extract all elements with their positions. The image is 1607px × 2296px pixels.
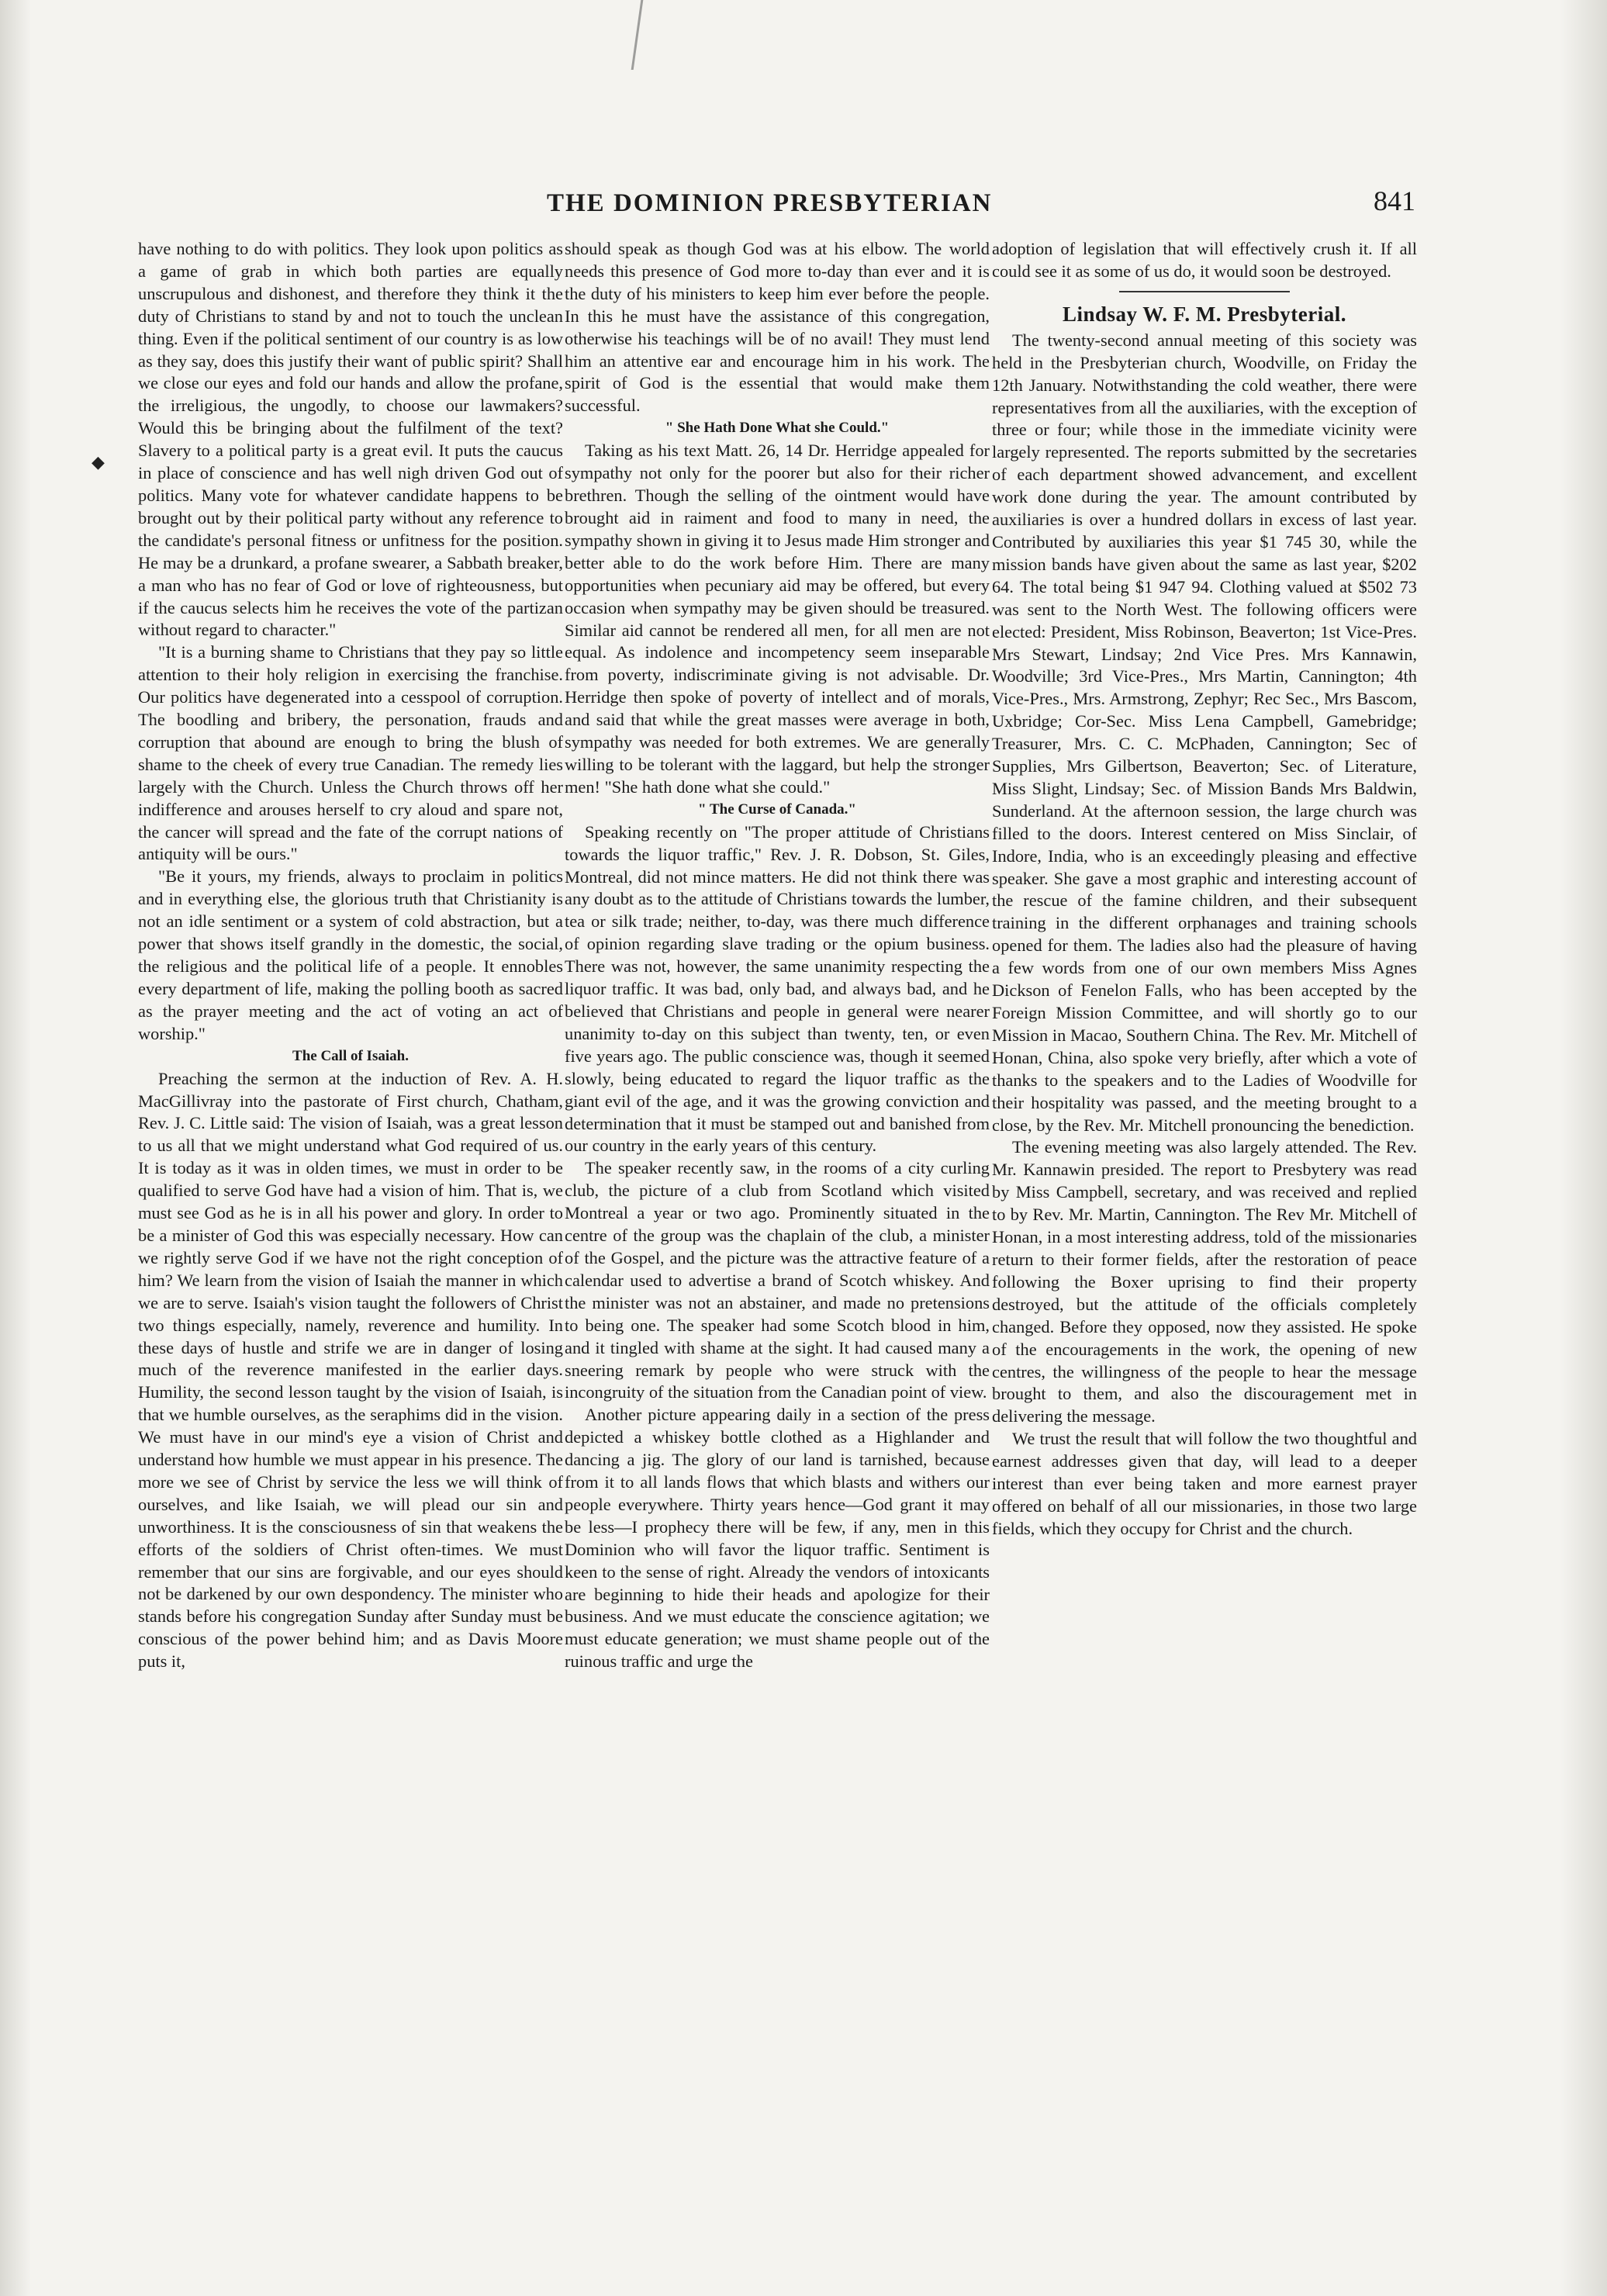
article-subheading: " The Curse of Canada.": [698, 800, 856, 818]
article-subheading: " She Hath Done What she Could.": [665, 420, 890, 437]
article-paragraph: Speaking recently on "The proper attitude of Christians towards the liquor traffic," Rev. J. R. Dobson, St. Giles, Montreal, did not mince matters. He did not think there was any doubt as to the attitude of Christians towards the lumber, tea or silk trade; neither, to-day, was there much difference of opinion regarding slave trading or the opium business. There was not, however, the same unanimity respecting the liquor traffic. It was bad, only bad, and always bad, and he believed that Christians and people in general were nearer unanimity to-day on this subject than twenty, ten, or even five years ago. The public conscience was, though it seemed slowly, being educated to regard the liquor traffic as the giant evil of the age, and it was the growing conviction and determination that it must be stamped out and banished from our country in the early years of this century.: [565, 821, 990, 1156]
article-paragraph: The twenty-second annual meeting of this society was held in the Presbyterian church, Woodville, on Friday the 12th January. Notwithstanding the cold weather, there were representatives from all the auxiliaries, with the exception of three or four; while those in the immediate vicinity were largely represented. The reports submitted by the secretaries of each department showed advancement, and excellent work done during the year. The amount contributed by auxiliaries is over a hundred dollars in excess of last year. Contributed by auxiliaries this year $1 745 30, while the mission bands have given about the same as last year, $202 64. The total being $1 947 94. Clothing valued at $502 73 was sent to the North West. The following officers were elected: President, Miss Robinson, Beaverton; 1st Vice-Pres. Mrs Stewart, Lindsay; 2nd Vice Pres. Mrs Kannawin, Woodville; 3rd Vice-Pres., Mrs Martin, Cannington; 4th Vice-Pres., Mrs. Armstrong, Zephyr; Rec Sec., Mrs Bascom, Uxbridge; Cor-Sec. Miss Lena Campbell, Gamebridge; Treasurer, Mrs. C. C. McPhaden, Cannington; Sec of Supplies, Mrs Gilbertson, Beaverton; Sec. of Literature, Miss Slight, Lindsay; Sec. of Mission Bands Mrs Baldwin, Sunderland. At the afternoon session, the large church was filled to the doors. Interest centered on Miss Sinclair, of Indore, India, who is an exceedingly pleasing and effective speaker. She gave a most graphic and interesting account of the rescue of the famine children, and their subsequent training in the different orphanages and training schools opened for them. The ladies also had the pleasure of having a few words from one of our own members Miss Agnes Dickson of Fenelon Falls, who has been accepted by the Foreign Mission Committee, and will shortly go to our Mission in Macao, Southern China. The Rev. Mr. Mitchell of Honan, China, also spoke very briefly, after which a vote of thanks to the speakers and to the Ladies of Woodville for their hospitality was passed, and the meeting brought to a close, by the Rev. Mr. Mitchell pronouncing the benediction.: [992, 330, 1417, 1135]
article-paragraph: Taking as his text Matt. 26, 14 Dr. Herridge appealed for sympathy not only for the poorer but also for their richer brethren. Though the selling of the ointment would have brought aid in raiment and food to many in need, the sympathy shown in giving it to Jesus made Him stronger and better able to do the work before Him. There are many opportunities when pecuniary aid may be offered, but every occasion when sympathy may be given should be treasured. Similar aid cannot be rendered all men, for all men are not equal. As indolence and incompetency seem inseparable from poverty, indiscriminate giving is not advisable. Dr. Herridge then spoke of poverty of intellect and of morals, and said that while the great masses were average in both, sympathy was needed for both extremes. We are generally willing to be tolerant with the laggard, but help the stronger men! "She hath done what she could.": [565, 441, 990, 797]
text-column-3: [992, 238, 1417, 1540]
paper-tear-mark: [631, 0, 721, 70]
article-paragraph: Another picture appearing daily in a section of the press depicted a whiskey bottle clothed as a Highlander and dancing a jig. The glory of our land is tarnished, because from it to all lands flows that which blasts and withers our people everywhere. Thirty years hence—God grant it may be less—I prophecy there will be few, if any, men in this Dominion who will favor the liquor traffic. Sentiment is keen to the sense of right. Already the vendors of intoxicants are beginning to hide their heads and apologize for their business. And we must educate the conscience agitation; we must educate generation; we must shame people out of the ruinous traffic and urge the: [565, 1405, 990, 1672]
article-heading: Lindsay W. F. M. Presbyterial.: [1062, 302, 1347, 326]
margin-bullet-mark: ◆: [92, 452, 105, 472]
article-subheading: The Call of Isaiah.: [292, 1047, 409, 1064]
page-number: 841: [1374, 185, 1415, 216]
page-edge-shadow-right: [1560, 0, 1607, 2296]
article-paragraph: The speaker recently saw, in the rooms of a city curling club, the picture of a club from Scotland which visited Montreal a year or two ago. Prominently situated in the centre of the group was the chaplain of the club, a minister of the Gospel, and the picture was the attractive feature of a calendar used to advertise a brand of Scotch whiskey. And the minister was not an abstainer, and made no pretensions to being one. The speaker had some Scotch blood in him, and it tingled with shame at the sight. It had caused many a sneering remark by people who were struck with the incongruity of the situation from the Canadian point of view.: [565, 1158, 990, 1402]
article-paragraph: have nothing to do with politics. They look upon politics as a game of grab in which both parties are equally unscrupulous and dishonest, and therefore they think it the duty of Christians to stand by and not to touch the unclean thing. Even if the political sentiment of our country is as low as they say, does this justify their want of public spirit? Shall we close our eyes and fold our hands and allow the profane, the irreligious, the ungodly, to choose our lawmakers? Would this be bringing about the fulfilment of the text? Slavery to a political party is a great evil. It puts the caucus in place of conscience and has well nigh driven God out of politics. Many vote for whatever candidate happens to be brought out by their political party without any reference to the candidate's personal fitness or unfitness for the position. He may be a drunkard, a profane swearer, a Sabbath breaker, a man who has no fear of God or love of righteousness, but if the caucus selects him he receives the vote of the partizan without regard to character.": [138, 239, 563, 640]
text-column-1: [138, 238, 563, 1673]
page-header: [136, 185, 1423, 231]
running-head: THE DOMINION PRESBYTERIAN: [547, 189, 993, 217]
article-paragraph: "Be it yours, my friends, always to proclaim in politics and in everything else, the glorious truth that Christianity is not an idle sentiment or a system of cold abstraction, but a power that shows itself grandly in the domestic, the social, the religious and the political life of a people. It ennobles every department of life, making the polling booth as sacred as the prayer meeting and the act of voting an act of worship.": [138, 866, 563, 1043]
article-paragraph: Preaching the sermon at the induction of Rev. A. H. MacGillivray into the pastorate of First church, Chatham, Rev. J. C. Little said: The vision of Isaiah, was a great lesson to us all that we might understand what God required of us. It is today as it was in olden times, we must in order to be qualified to serve God have had a vision of him. That is, we must see God as he is in all his power and glory. In order to be a minister of God this was especially necessary. How can we rightly serve God if we have not the right conception of him? We learn from the vision of Isaiah the manner in which we are to serve. Isaiah's vision taught the followers of Christ two things especially, namely, reverence and humility. In these days of hustle and strife we are in danger of losing much of the reverence manifested in the earlier days. Humility, the second lesson taught by the vision of Isaiah, is that we humble ourselves, as the seraphims did in the vision. We must have in our mind's eye a vision of Christ and understand how humble we must appear in his presence. The more we see of Christ by service the less we will think of ourselves, and like Isaiah, we will plead our sin and unworthiness. It is the consciousness of sin that weakens the efforts of the soldiers of Christ often-times. We must remember that our sins are forgivable, and our eyes should not be darkened by our own despondency. The minister who stands before his congregation Sunday after Sunday must be conscious of the power behind him; and as Davis Moore puts it,: [138, 1068, 563, 1672]
article-paragraph: should speak as though God was at his elbow. The world needs this presence of God more to-day than ever and it is the duty of his ministers to keep him ever before the people. In this he must have the assistance of this congregation, otherwise his teachings will be of no avail! They must lend him an attentive ear and encourage him in his work. The spirit of God is the essential that would make them successful.: [565, 239, 990, 416]
text-column-2: [565, 238, 990, 1673]
article-paragraph: The evening meeting was also largely attended. The Rev. Mr. Kannawin presided. The report to Presbytery was read by Miss Campbell, secretary, and was received and replied to by Rev. Mr. Martin, Cannington. The Rev Mr. Mitchell of Honan, in a most interesting address, told of the missionaries return to their former fields, after the restoration of peace following the Boxer uprising to find their property destroyed, but the attitude of the officials completely changed. Before they opposed, now they assisted. He spoke of the encouragements in the work, the opening of new centres, the willingness of the people to hear the message brought to them, and also the discouragement met in delivering the message.: [992, 1137, 1417, 1426]
article-paragraph: "It is a burning shame to Christians that they pay so little attention to their holy religion in exercising the franchise. Our politics have degenerated into a cesspool of corruption. The boodling and bribery, the personation, frauds and corruption that abound are enough to bring the blush of shame to the cheek of every true Canadian. The remedy lies largely with the Church. Unless the Church throws off her indifference and arouses herself to cry aloud and spare not, the cancer will spread and the fate of the corrupt nations of antiquity will be ours.": [138, 642, 563, 864]
page-edge-shadow-left: [0, 0, 31, 2296]
article-paragraph: adoption of legislation that will effectively crush it. If all could see it as some of us do, it would soon be destroyed.: [992, 239, 1417, 281]
section-divider-rule: [1119, 291, 1290, 292]
article-paragraph: We trust the result that will follow the two thoughtful and earnest addresses given that day, will lead to a deeper interest than ever being taken and more earnest prayer offered on behalf of all our missionaries, in those two large fields, which they occupy for Christ and the church.: [992, 1429, 1417, 1538]
